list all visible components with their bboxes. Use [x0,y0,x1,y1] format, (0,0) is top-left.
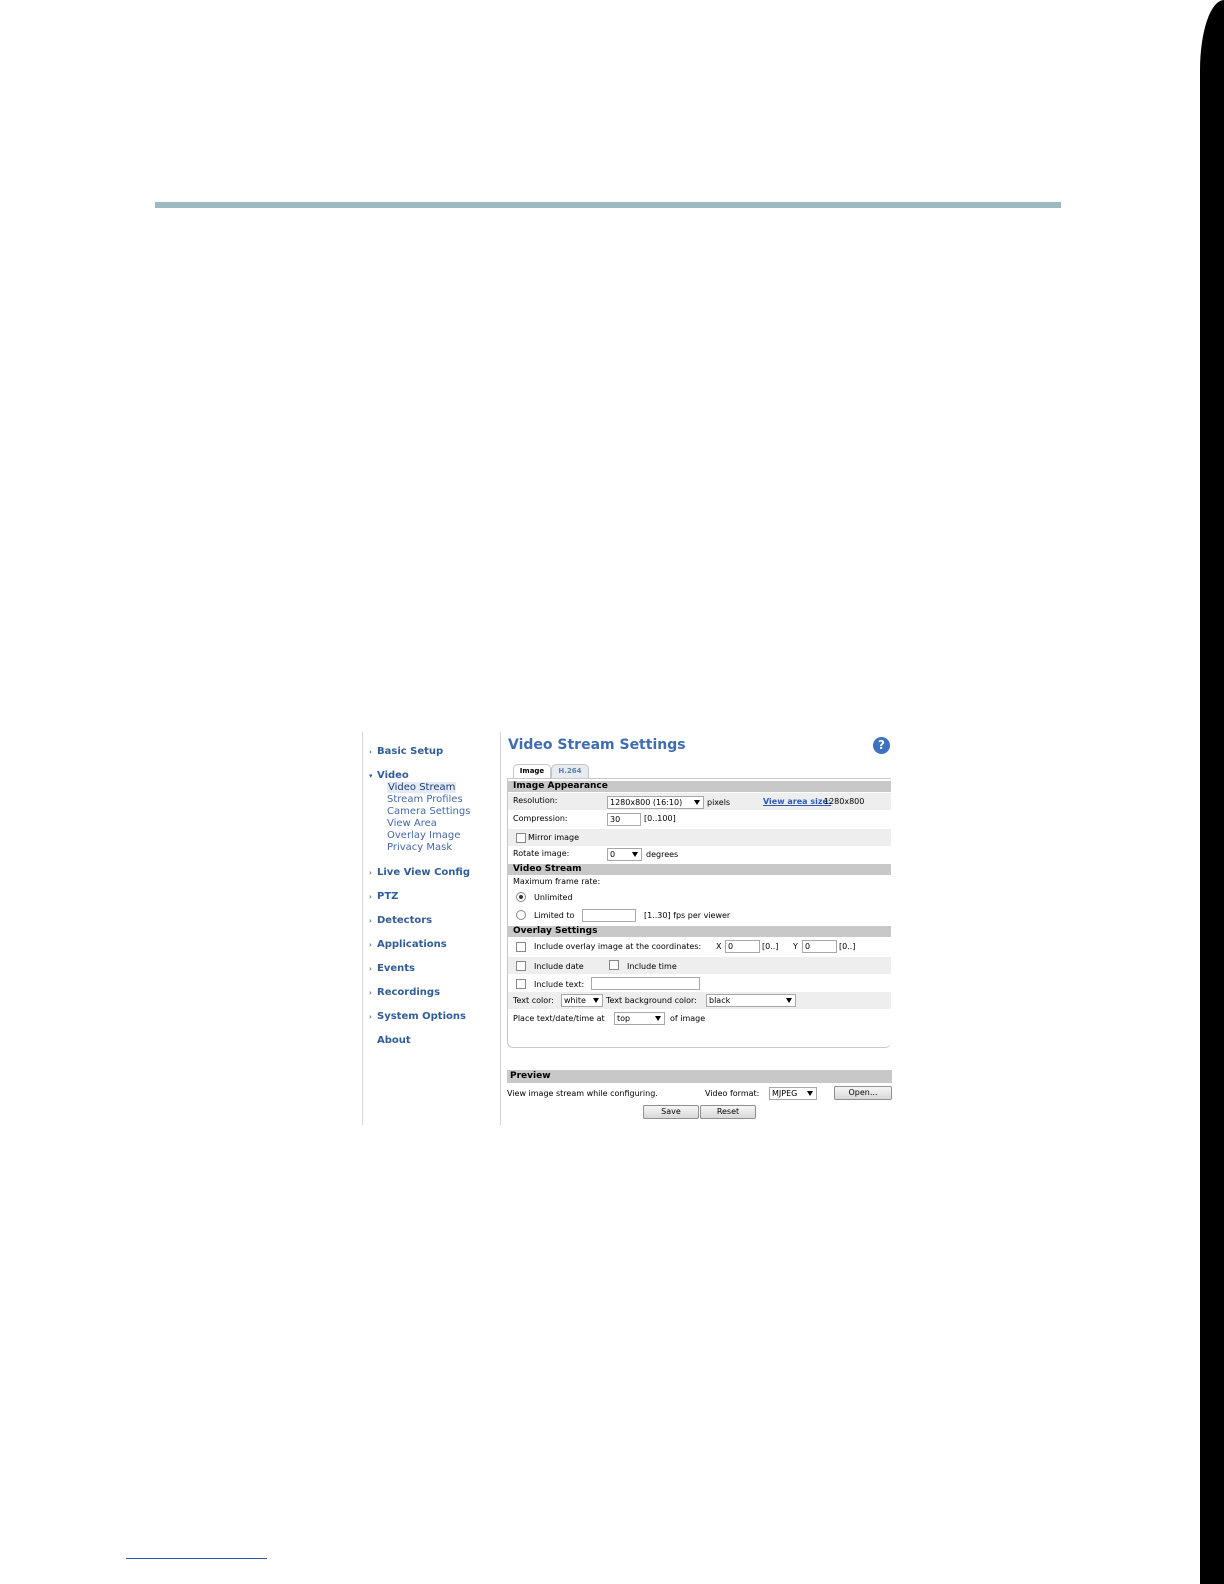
include-date-checkbox[interactable] [516,961,526,971]
dropdown-arrow-icon [694,800,700,805]
sidebar-item-system-options[interactable]: › System Options [369,1011,466,1022]
compression-range: [0..100] [644,814,676,823]
resolution-row [508,793,891,810]
mirror-row [508,829,891,846]
help-icon[interactable]: ? [873,737,890,754]
mirror-image-checkbox[interactable] [516,833,526,843]
sidebar-nav [362,732,501,1125]
sidebar-item-ptz[interactable]: › PTZ [369,891,399,902]
chevron-right-icon: › [369,893,372,901]
include-time-checkbox[interactable] [609,960,619,970]
overlay-y-input[interactable]: 0 [802,940,837,953]
sidebar-sub-stream-profiles[interactable]: Stream Profiles [387,794,463,805]
mirror-image-label: Mirror image [528,833,580,842]
limited-radio[interactable] [516,910,526,920]
text-background-select[interactable]: black [706,994,796,1007]
include-overlay-label: Include overlay image at the coordinates: [534,942,702,951]
header-rule [155,202,1061,208]
chevron-right-icon: › [369,1013,372,1021]
x-label: X [716,942,722,951]
of-image-label: of image [670,1014,706,1023]
tab-h264[interactable]: H.264 [551,764,589,778]
resolution-label: Resolution: [513,796,558,805]
max-frame-rate-label: Maximum frame rate: [513,877,601,886]
unlimited-row [508,889,891,906]
chevron-right-icon: › [369,748,372,756]
camera-settings-screenshot [362,732,892,1125]
open-preview-button[interactable]: Open... [834,1086,892,1100]
sidebar-sub-overlay-image[interactable]: Overlay Image [387,830,461,841]
y-range: [0..] [839,942,856,951]
chevron-right-icon: › [369,917,372,925]
fps-input[interactable] [582,909,636,922]
text-background-label: Text background color: [606,996,697,1005]
sidebar-item-recordings[interactable]: › Recordings [369,987,441,998]
text-color-select[interactable]: white [561,994,603,1007]
section-overlay-settings: Overlay Settings [508,926,891,937]
main-content [507,732,892,1125]
resolution-select[interactable]: 1280x800 (16:10) [607,796,704,809]
pixels-label: pixels [707,798,731,807]
include-text-row [508,975,891,992]
dropdown-arrow-icon [786,998,792,1003]
place-text-select[interactable]: top [614,1012,665,1025]
rotate-row [508,846,891,863]
view-area-size-link[interactable]: View area size: [763,797,832,806]
sidebar-sub-view-area[interactable]: View Area [387,818,437,829]
settings-panel [507,778,891,1048]
limited-label: Limited to [534,911,575,920]
x-range: [0..] [762,942,779,951]
section-preview: Preview [507,1070,892,1083]
include-time-label: Include time [627,962,677,971]
save-button[interactable]: Save [643,1105,699,1119]
sidebar-item-basic-setup[interactable]: › Basic Setup [369,746,444,757]
overlay-text-input[interactable] [591,977,700,990]
video-format-label: Video format: [705,1089,760,1098]
section-image-appearance: Image Appearance [508,781,891,792]
reset-button[interactable]: Reset [700,1105,756,1119]
text-color-label: Text color: [513,996,554,1005]
include-text-checkbox[interactable] [516,979,526,989]
dropdown-arrow-icon [593,998,599,1003]
sidebar-sub-video-stream[interactable]: Video Stream [388,782,456,793]
place-text-row [508,1010,891,1027]
nav-divider [500,732,501,1125]
include-text-label: Include text: [534,980,585,989]
video-format-select[interactable]: MJPEG [769,1087,817,1100]
sidebar-item-detectors[interactable]: › Detectors [369,915,433,926]
compression-label: Compression: [513,814,568,823]
section-video-stream: Video Stream [508,864,891,875]
sidebar-item-video[interactable]: ▾ Video [369,770,409,781]
tab-image[interactable]: Image [513,764,551,778]
footer-rule [126,1558,267,1559]
y-label: Y [793,942,798,951]
rotate-label: Rotate image: [513,849,570,858]
place-text-label: Place text/date/time at [513,1014,605,1023]
page-edge-tab [1200,0,1224,1584]
dropdown-arrow-icon [807,1091,813,1096]
unlimited-radio[interactable] [516,892,526,902]
chevron-right-icon: › [369,941,372,949]
include-overlay-checkbox[interactable] [516,942,526,952]
page-title: Video Stream Settings [508,737,686,753]
view-area-value: 1280x800 [824,797,865,806]
overlay-image-row [508,938,891,955]
text-color-row [508,992,891,1009]
rotate-select[interactable]: 0 [607,848,642,861]
preview-description: View image stream while configuring. [507,1089,658,1098]
compression-row [508,811,891,828]
sidebar-item-events[interactable]: › Events [369,963,415,974]
fps-range: [1..30] fps per viewer [644,911,731,920]
compression-input[interactable]: 30 [607,813,641,826]
dropdown-arrow-icon [655,1016,661,1021]
dropdown-arrow-icon [632,852,638,857]
sidebar-item-applications[interactable]: › Applications [369,939,447,950]
include-date-label: Include date [534,962,584,971]
degrees-label: degrees [646,850,679,859]
chevron-right-icon: › [369,965,372,973]
limited-row [508,907,891,924]
chevron-right-icon: › [369,989,372,997]
sidebar-sub-camera-settings[interactable]: Camera Settings [387,806,471,817]
unlimited-label: Unlimited [534,893,573,902]
chevron-right-icon: › [369,869,372,877]
date-time-row [508,957,891,974]
sidebar-sub-privacy-mask[interactable]: Privacy Mask [387,842,453,853]
overlay-x-input[interactable]: 0 [725,940,760,953]
sidebar-item-live-view-config[interactable]: › Live View Config [369,867,470,878]
sidebar-item-about[interactable]: About [377,1035,411,1046]
chevron-down-icon: ▾ [369,772,373,780]
